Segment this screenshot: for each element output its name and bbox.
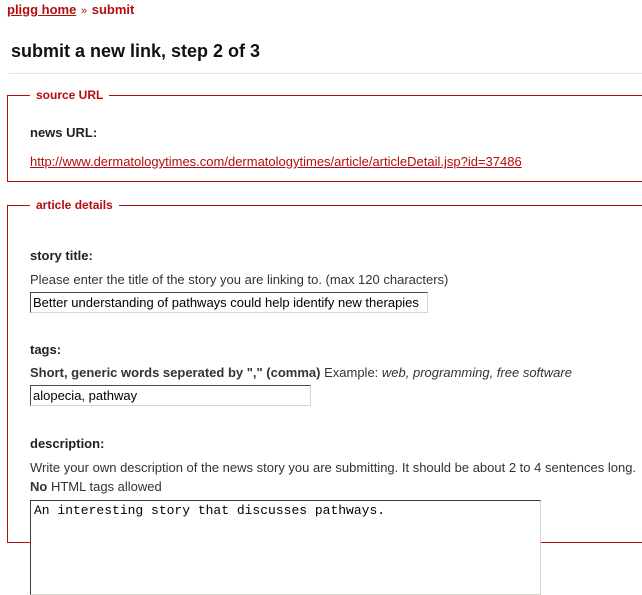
tags-help	[30, 365, 572, 380]
tags-label: tags:	[30, 342, 62, 357]
news-url-label: news URL:	[30, 125, 98, 140]
tags-help-strong: Short, generic words seperated by "," (comma)	[30, 365, 321, 380]
tags-help-example-values: web, programming, free software	[381, 365, 572, 380]
description-label: description:	[30, 436, 105, 451]
news-url-link[interactable]: http://www.dermatologytimes.com/dermatologytimes/article/articleDetail.jsp?id=37486	[30, 154, 522, 169]
story-title-label: story title:	[30, 248, 93, 263]
description-help-line2	[30, 479, 162, 494]
source-url-fieldset	[7, 88, 642, 182]
article-details-fieldset	[7, 198, 642, 543]
tags-input[interactable]	[30, 385, 311, 406]
description-help-rest: HTML tags allowed	[50, 479, 162, 494]
description-help-line1: Write your own description of the news story you are submitting. It should be about 2 to 4 sentences long.	[30, 460, 637, 475]
article-details-legend: article details	[36, 198, 113, 212]
story-title-input[interactable]	[30, 292, 428, 313]
source-url-body	[8, 102, 642, 181]
source-url-legend: source URL	[36, 88, 104, 102]
story-title-help: Please enter the title of the story you are linking to. (max 120 characters)	[30, 272, 449, 287]
breadcrumb-home-link[interactable]: pligg home	[7, 2, 77, 17]
page-title: submit a new link, step 2 of 3	[11, 41, 261, 61]
breadcrumb	[7, 2, 134, 17]
description-help-no: No	[30, 479, 48, 494]
breadcrumb-separator: »	[80, 5, 88, 17]
title-divider	[9, 73, 642, 74]
tags-help-example-label: Example:	[324, 365, 379, 380]
article-details-body	[8, 212, 642, 542]
breadcrumb-current: submit	[91, 2, 135, 17]
description-textarea[interactable]	[30, 500, 541, 595]
